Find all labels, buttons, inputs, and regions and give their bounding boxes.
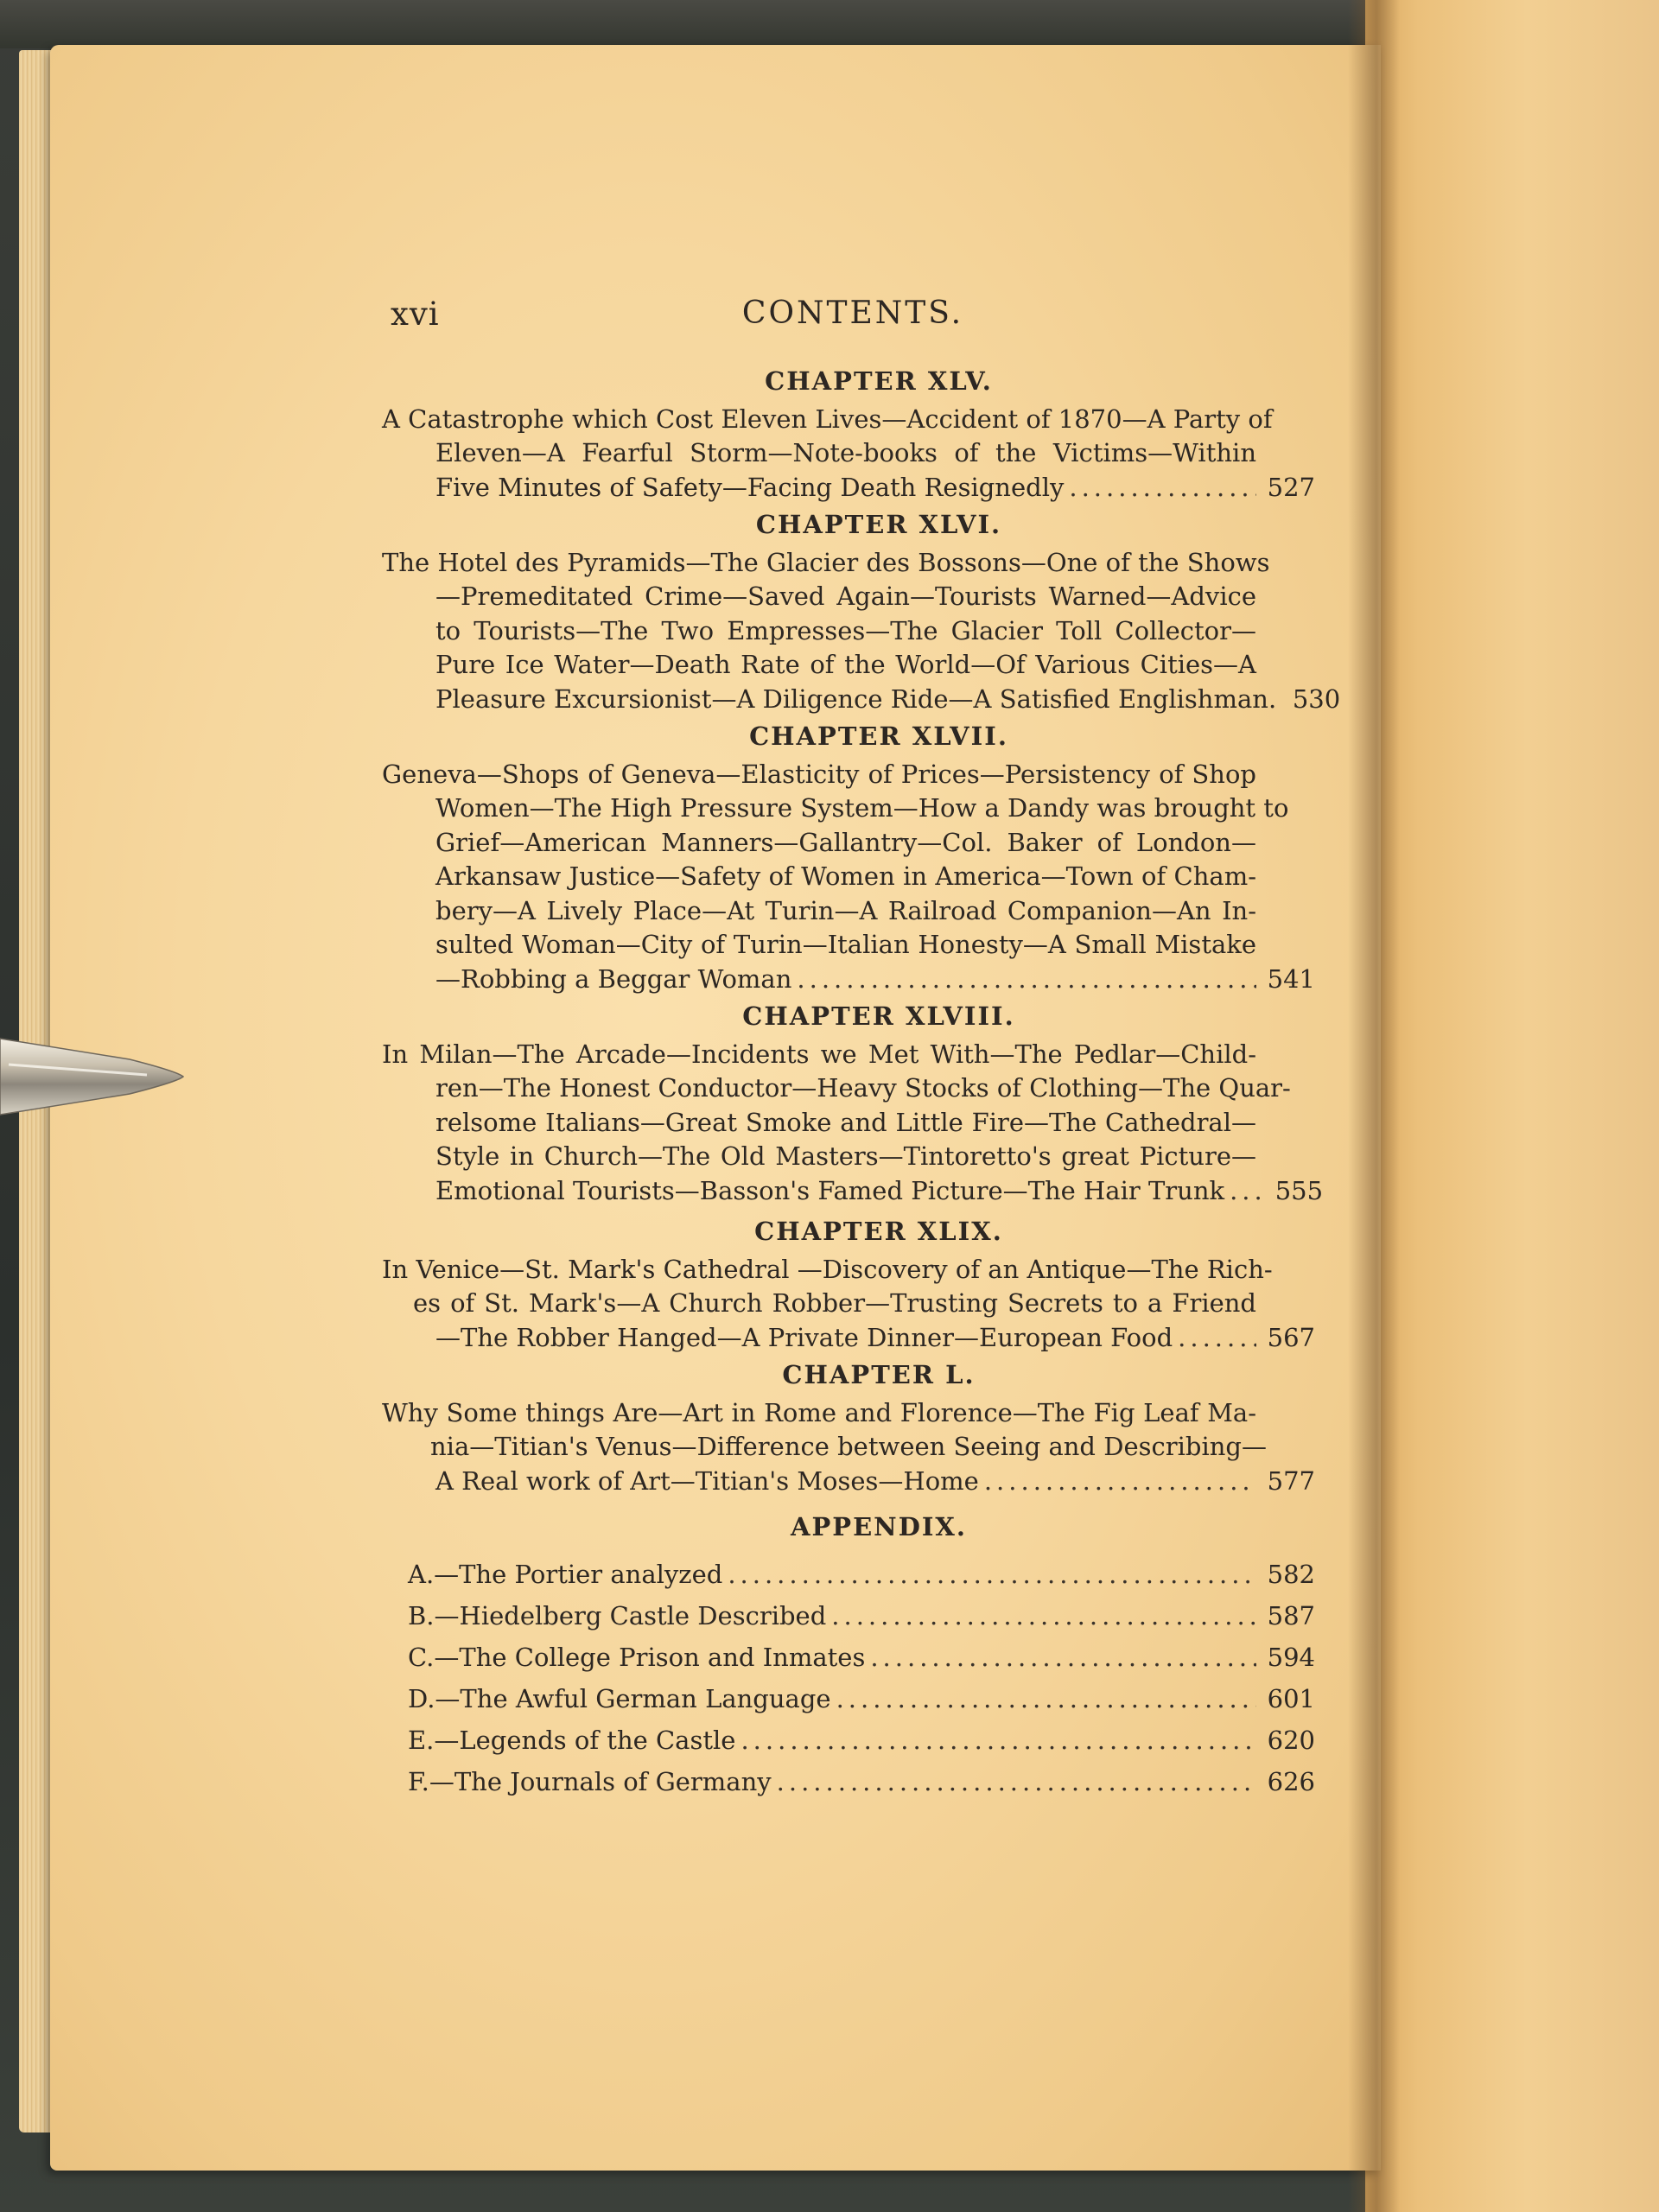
summary-line: —Premeditated Crime—Saved Again—Tourists Warned—Advice xyxy=(435,582,1256,611)
page-gutter-shadow xyxy=(1348,0,1400,2212)
page-number: 541 xyxy=(1267,963,1315,994)
summary-line: Arkansaw Justice—Safety of Women in America—Town of Cham- xyxy=(435,861,1256,891)
dot-leader xyxy=(728,1554,1256,1595)
summary-line: sulted Woman—City of Turin—Italian Honesty—A Small Mistake xyxy=(435,930,1256,959)
chapter-summary xyxy=(382,546,1341,717)
chapter-summary xyxy=(382,758,1315,997)
summary-line: In Milan—The Arcade—Incidents we Met With—The Pedlar—Child- xyxy=(382,1039,1256,1069)
page-number: 601 xyxy=(1267,1683,1315,1713)
summary-line: to Tourists—The Two Empresses—The Glacier Toll Collector— xyxy=(435,615,1256,645)
appendix-label: A.—The Portier analyzed xyxy=(408,1559,723,1589)
appendix-item xyxy=(382,1719,1315,1761)
summary-line: bery—A Lively Place—At Turin—A Railroad Companion—An In- xyxy=(435,895,1256,925)
summary-line: relsome Italians—Great Smoke and Little Fire—The Cathedral— xyxy=(435,1107,1256,1137)
summary-line: A Catastrophe which Cost Eleven Lives—Accident of 1870—A Party of xyxy=(382,404,1273,434)
chapter-entry xyxy=(382,1000,1324,1208)
chapter-entry xyxy=(382,365,1315,505)
page-number: 567 xyxy=(1267,1322,1315,1352)
summary-line: A Real work of Art—Titian's Moses—Home xyxy=(435,1465,979,1496)
summary-line: Style in Church—The Old Masters—Tintoretto's great Picture— xyxy=(435,1141,1256,1171)
page-number: 626 xyxy=(1267,1766,1315,1796)
dot-leader xyxy=(836,1678,1256,1719)
table-of-contents xyxy=(382,365,1341,1802)
dot-leader xyxy=(797,963,1256,997)
summary-line: Eleven—A Fearful Storm—Note-books of the Victims—Within xyxy=(435,438,1256,467)
page-number: 594 xyxy=(1267,1642,1315,1672)
page-header xyxy=(391,296,1315,339)
chapter-entry xyxy=(382,1358,1315,1498)
appendix-item xyxy=(382,1595,1315,1637)
page-number: 530 xyxy=(1292,683,1341,714)
summary-line: —The Robber Hanged—A Private Dinner—European Food xyxy=(435,1322,1173,1352)
dot-leader xyxy=(831,1595,1256,1637)
dot-leader xyxy=(1230,1174,1264,1209)
page-number: 620 xyxy=(1267,1725,1315,1755)
appendix-item xyxy=(382,1637,1315,1678)
pen-tip-icon xyxy=(0,1033,186,1120)
dot-leader xyxy=(777,1761,1256,1802)
summary-line: Grief—American Manners—Gallantry—Col. Baker of London— xyxy=(435,827,1256,857)
page-number: 555 xyxy=(1274,1175,1324,1205)
chapter-heading: CHAPTER XLV. xyxy=(765,366,993,396)
chapter-heading: CHAPTER XLIX. xyxy=(754,1217,1003,1246)
summary-line: Five Minutes of Safety—Facing Death Resignedly xyxy=(435,472,1065,502)
chapter-summary xyxy=(382,1396,1315,1499)
summary-line: Emotional Tourists—Basson's Famed Picture—The Hair Trunk xyxy=(435,1175,1225,1205)
appendix-item xyxy=(382,1761,1315,1802)
appendix-section xyxy=(382,1510,1315,1802)
summary-line: —Robbing a Beggar Woman xyxy=(435,963,792,994)
summary-line: es of St. Mark's—A Church Robber—Trusting Secrets to a Friend xyxy=(413,1288,1256,1318)
chapter-entry xyxy=(382,508,1341,716)
summary-line: Pleasure Excursionist—A Diligence Ride—A Satisfied Englishman. xyxy=(435,683,1277,714)
summary-line: Geneva—Shops of Geneva—Elasticity of Prices—Persistency of Shop xyxy=(382,759,1256,789)
chapter-entry xyxy=(382,1215,1315,1355)
summary-line: Pure Ice Water—Death Rate of the World—Of Various Cities—A xyxy=(435,650,1256,679)
appendix-label: F.—The Journals of Germany xyxy=(408,1766,772,1796)
appendix-label: E.—Legends of the Castle xyxy=(408,1725,736,1755)
appendix-label: B.—Hiedelberg Castle Described xyxy=(408,1600,827,1630)
chapter-entry xyxy=(382,720,1315,996)
dot-leader xyxy=(741,1719,1256,1761)
summary-line: Women—The High Pressure System—How a Dandy was brought to xyxy=(435,793,1289,823)
dot-leader xyxy=(1069,471,1256,505)
summary-line: ren—The Honest Conductor—Heavy Stocks of Clothing—The Quar- xyxy=(435,1073,1291,1103)
chapter-heading: CHAPTER L. xyxy=(782,1360,976,1389)
dot-leader xyxy=(870,1637,1256,1678)
appendix-heading: APPENDIX. xyxy=(790,1512,968,1541)
dot-leader xyxy=(984,1465,1256,1499)
chapter-heading: CHAPTER XLVII. xyxy=(749,721,1008,751)
chapter-summary xyxy=(382,1253,1315,1356)
page-number: 582 xyxy=(1267,1559,1315,1589)
page-number: 577 xyxy=(1267,1465,1315,1496)
page-number: 587 xyxy=(1267,1600,1315,1630)
page-number: 527 xyxy=(1267,472,1315,502)
chapter-summary xyxy=(382,403,1315,505)
folio-page-number: xvi xyxy=(391,296,440,333)
chapter-summary xyxy=(382,1038,1324,1209)
dot-leader xyxy=(1178,1321,1256,1356)
book-cover-top-edge xyxy=(0,0,1469,48)
appendix-item xyxy=(382,1554,1315,1595)
summary-line: Why Some things Are—Art in Rome and Florence—The Fig Leaf Ma- xyxy=(382,1397,1256,1427)
contents-page xyxy=(50,45,1381,2171)
running-head-title: CONTENTS. xyxy=(741,296,964,331)
appendix-item xyxy=(382,1678,1315,1719)
facing-page xyxy=(1365,0,1659,2212)
summary-line: nia—Titian's Venus—Difference between Seeing and Describing— xyxy=(430,1432,1267,1461)
appendix-list xyxy=(382,1554,1315,1802)
chapter-heading: CHAPTER XLVIII. xyxy=(742,1001,1015,1031)
appendix-label: D.—The Awful German Language xyxy=(408,1683,831,1713)
chapter-heading: CHAPTER XLVI. xyxy=(755,510,1002,539)
summary-line: The Hotel des Pyramids—The Glacier des Bossons—One of the Shows xyxy=(382,547,1270,577)
summary-line: In Venice—St. Mark's Cathedral —Discovery of an Antique—The Rich- xyxy=(382,1254,1273,1284)
appendix-label: C.—The College Prison and Inmates xyxy=(408,1642,866,1672)
